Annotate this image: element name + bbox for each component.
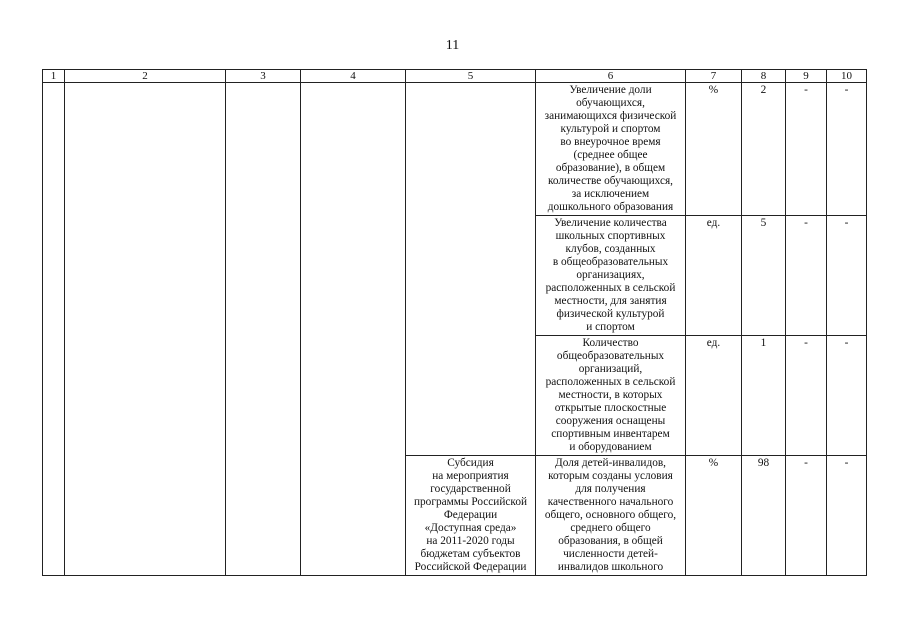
col10-cell: -	[827, 83, 867, 216]
header-cell-9: 9	[786, 70, 827, 83]
col10-cell: -	[827, 456, 867, 576]
unit-cell: %	[686, 83, 742, 216]
header-cell-5: 5	[406, 70, 536, 83]
unit-cell: ед.	[686, 216, 742, 336]
indicator-cell	[536, 456, 686, 576]
col10-cell: -	[827, 336, 867, 456]
table-header-row	[43, 70, 867, 83]
col9-cell: -	[786, 456, 827, 576]
value-cell: 2	[742, 83, 786, 216]
table-row	[43, 83, 867, 216]
indicator-text: Доля детей-инвалидов, которым созданы условия для получения качественного начального общего, основного общего, среднего общего образования, в общей численности детей- инвалидов школьного	[544, 457, 677, 573]
cell-col4-empty	[301, 83, 406, 576]
value-cell: 98	[742, 456, 786, 576]
unit-cell: ед.	[686, 336, 742, 456]
header-cell-6: 6	[536, 70, 686, 83]
indicator-text: Количество общеобразовательных организаций, расположенных в сельской местности, в которых открытые плоскостные сооружения оснащены спортивным инвентарем и оборудованием	[545, 337, 676, 453]
indicator-text: Увеличение доли обучающихся, занимающихся физической культурой и спортом во внеурочное время (среднее общее образование), в общем количестве обучающихся, за исключением дошкольного образования	[544, 84, 677, 213]
indicator-cell	[536, 216, 686, 336]
header-cell-1: 1	[43, 70, 65, 83]
header-cell-2: 2	[65, 70, 226, 83]
header-cell-7: 7	[686, 70, 742, 83]
value-cell: 5	[742, 216, 786, 336]
header-cell-8: 8	[742, 70, 786, 83]
col9-cell: -	[786, 216, 827, 336]
cell-col2-empty	[65, 83, 226, 576]
col9-cell: -	[786, 83, 827, 216]
indicators-table	[42, 69, 867, 576]
indicator-text: Увеличение количества школьных спортивных клубов, созданных в общеобразовательных организациях, расположенных в сельской местности, для занятия физической культурой и спортом	[545, 217, 676, 333]
indicator-cell	[536, 83, 686, 216]
col9-cell: -	[786, 336, 827, 456]
col10-cell: -	[827, 216, 867, 336]
subsidy-cell	[406, 456, 536, 576]
value-cell: 1	[742, 336, 786, 456]
header-cell-10: 10	[827, 70, 867, 83]
unit-cell: %	[686, 456, 742, 576]
header-cell-4: 4	[301, 70, 406, 83]
indicator-cell	[536, 336, 686, 456]
cell-col1-empty	[43, 83, 65, 576]
page-number: 11	[445, 38, 460, 53]
cell-col5-empty	[406, 83, 536, 456]
cell-col3-empty	[226, 83, 301, 576]
header-cell-3: 3	[226, 70, 301, 83]
subsidy-text: Субсидия на мероприятия государственной программы Российской Федерации «Доступная среда» на 2011-2020 годы бюджетам субъектов Российской Федерации	[413, 457, 528, 573]
